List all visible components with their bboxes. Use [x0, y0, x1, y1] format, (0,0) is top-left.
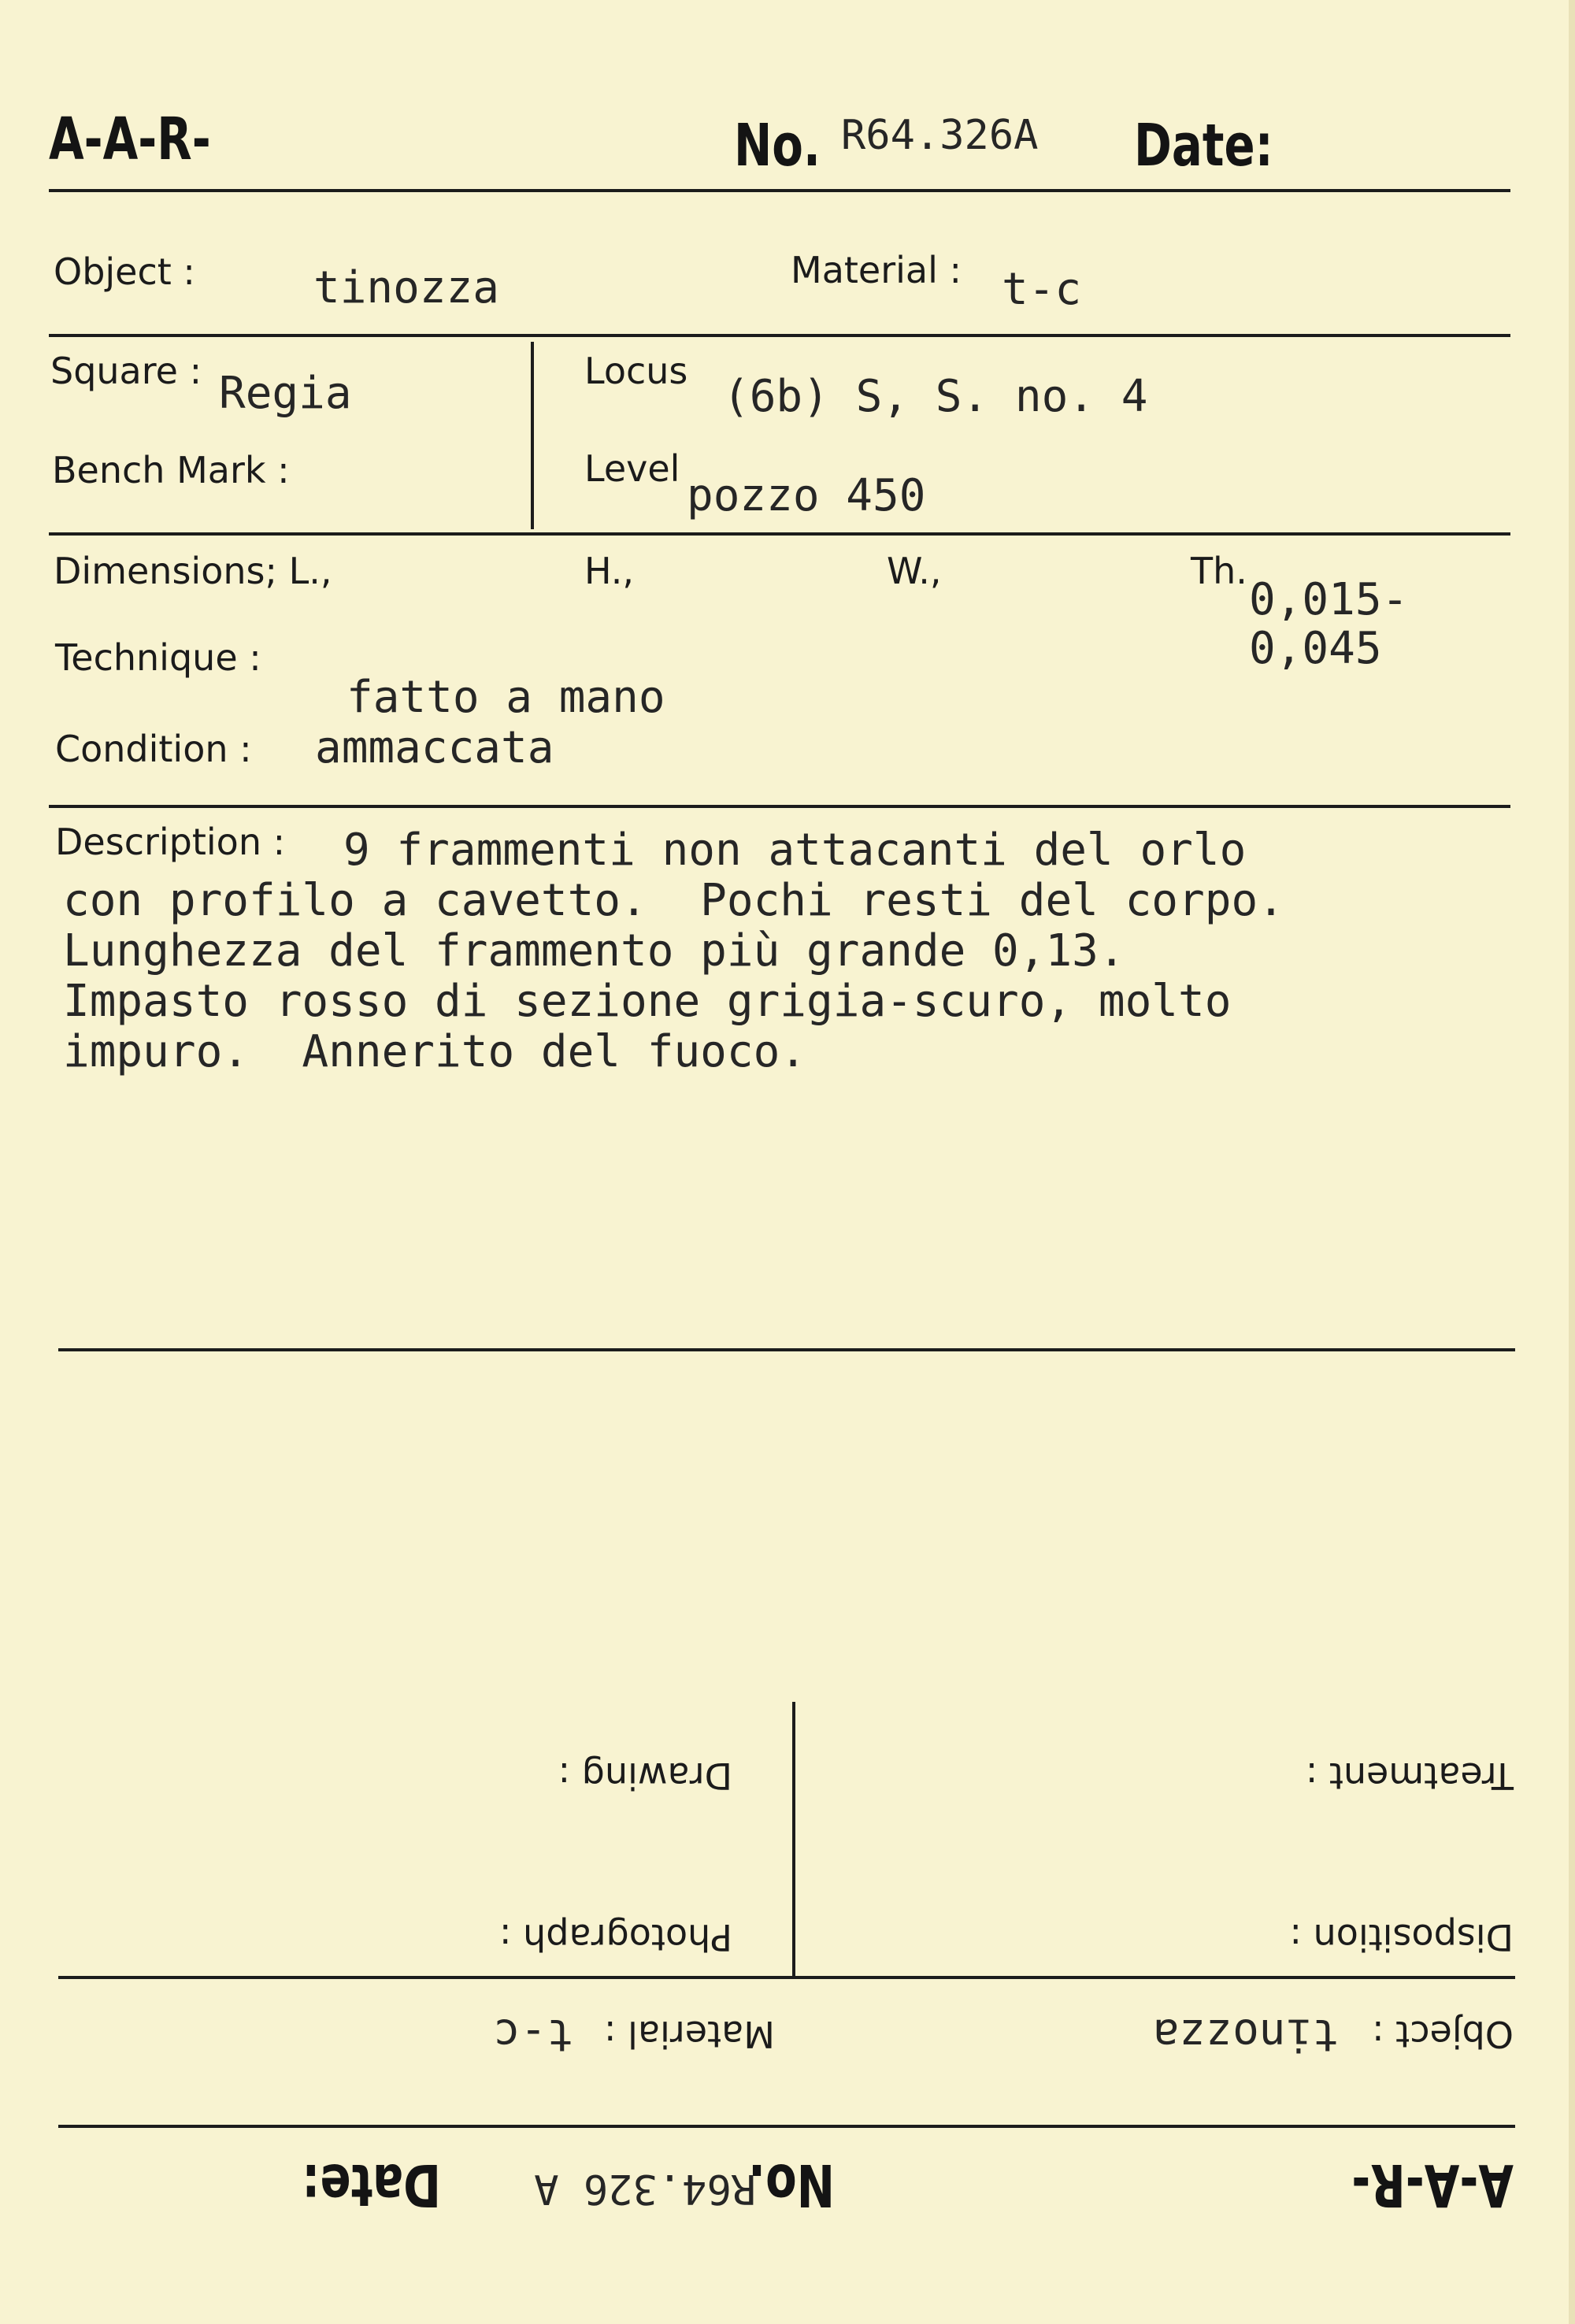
- material-value: t-c: [493, 2009, 573, 2060]
- divider: [49, 805, 1510, 808]
- object-label: Object :: [54, 250, 195, 293]
- object-value: tinozza: [1152, 2009, 1339, 2060]
- disposition-label: Disposition :: [1289, 1916, 1514, 1959]
- card-edge: [1569, 0, 1575, 2324]
- object-value: tinozza: [313, 262, 500, 313]
- technique-value: fatto a mano: [346, 672, 665, 723]
- number-label: No.: [734, 112, 821, 180]
- level-label: Level: [584, 447, 680, 490]
- bench-mark-label: Bench Mark :: [52, 449, 290, 491]
- org-title: A-A-R-: [1351, 2151, 1514, 2218]
- height-label: H.,: [584, 550, 635, 592]
- locus-value: (6b) S, S. no. 4: [723, 371, 1148, 422]
- width-label: W.,: [887, 550, 942, 592]
- column-divider: [531, 342, 534, 529]
- technique-label: Technique :: [55, 636, 261, 679]
- square-value: Regia: [219, 368, 352, 419]
- column-divider: [792, 1702, 795, 1977]
- org-title: A-A-R-: [49, 106, 211, 173]
- level-value: pozzo 450: [687, 470, 926, 521]
- locus-label: Locus: [584, 350, 688, 392]
- material-label: Material :: [791, 249, 962, 291]
- divider: [49, 334, 1510, 337]
- thickness-value-1: 0,015-: [1249, 574, 1409, 625]
- material-value: t-c: [1002, 264, 1082, 315]
- condition-value: ammaccata: [315, 722, 554, 773]
- number-value: R64.326A: [841, 112, 1039, 159]
- material-label: Material :: [604, 2013, 775, 2055]
- thickness-label: Th.: [1191, 550, 1247, 592]
- description-label: Description :: [55, 821, 286, 863]
- thickness-value-2: 0,045: [1249, 623, 1382, 674]
- divider: [58, 1348, 1515, 1351]
- divider: [58, 1976, 1515, 1979]
- dimensions-label: Dimensions; L.,: [54, 550, 332, 592]
- photograph-label: Photograph :: [499, 1916, 732, 1959]
- drawing-label: Drawing :: [558, 1755, 732, 1797]
- divider: [58, 2125, 1515, 2128]
- treatment-label: Treatment :: [1305, 1755, 1514, 1797]
- description-line: 9 frammenti non attacanti del orlo: [343, 825, 1247, 876]
- description-line: impuro. Annerito del fuoco.: [63, 1026, 807, 1077]
- description-line: Impasto rosso di sezione grigia-scuro, molto: [63, 976, 1232, 1027]
- condition-label: Condition :: [55, 728, 252, 770]
- divider: [49, 189, 1510, 192]
- number-label: No.: [748, 2151, 835, 2218]
- object-label: Object :: [1372, 2013, 1514, 2055]
- description-text: [63, 825, 1284, 1077]
- divider: [49, 532, 1510, 536]
- square-label: Square :: [50, 350, 202, 392]
- description-line: con profilo a cavetto. Pochi resti del corpo.: [63, 875, 1284, 926]
- number-value: R64.326 A: [534, 2165, 756, 2212]
- description-line: Lunghezza del frammento più grande 0,13.: [63, 925, 1125, 977]
- date-label: Date:: [302, 2151, 441, 2218]
- date-label: Date:: [1134, 112, 1273, 180]
